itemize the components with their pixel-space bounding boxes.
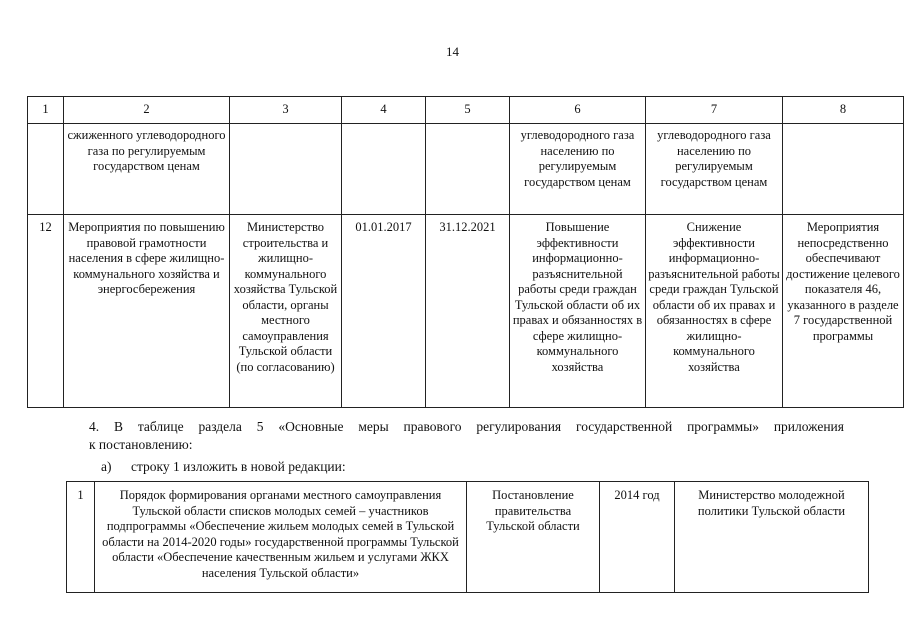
row-number-cell: 1	[67, 482, 95, 593]
table-cell: углеводородного газа населению по регулируемым государством ценам	[646, 124, 783, 215]
table-cell: углеводородного газа населению по регулируемым государством ценам	[510, 124, 646, 215]
paragraph-4-line-1: 4. В таблице раздела 5 «Основные меры правового регулирования государственной программы» приложения	[89, 419, 844, 434]
column-number-header: 2	[64, 97, 230, 124]
table-row	[28, 124, 904, 215]
column-number-header: 3	[230, 97, 342, 124]
table-cell	[342, 124, 426, 215]
table-row	[28, 215, 904, 408]
item-a	[101, 458, 801, 475]
column-number-header: 1	[28, 97, 64, 124]
table-cell	[426, 124, 510, 215]
responsible-executor-cell: Министерство молодежной политики Тульской области	[675, 482, 869, 593]
table-cell	[28, 124, 64, 215]
consequences-cell: Снижение эффективности информационно-разъяснительной работы среди граждан Тульской области об их правах и обязанностях в сфере жилищно-коммунального хозяйства	[646, 215, 783, 408]
adoption-year-cell: 2014 год	[600, 482, 675, 593]
table-row	[67, 482, 869, 593]
column-number-header: 5	[426, 97, 510, 124]
end-date-cell: 31.12.2021	[426, 215, 510, 408]
item-a-letter: а)	[101, 459, 112, 474]
column-number-header: 4	[342, 97, 426, 124]
table-cell: сжиженного углеводородного газа по регулируемым государством ценам	[64, 124, 230, 215]
item-a-text: строку 1 изложить в новой редакции:	[131, 459, 346, 474]
paragraph-4-line-2: к постановлению:	[89, 437, 193, 452]
measure-name-cell: Мероприятия по повышению правовой грамотности населения в сфере жилищно-коммунального хозяйства и энергосбережения	[64, 215, 230, 408]
table-cell	[230, 124, 342, 215]
legal-regulation-table	[66, 481, 869, 593]
table-header-row	[28, 97, 904, 124]
page-number: 14	[446, 44, 459, 59]
row-number-cell: 12	[28, 215, 64, 408]
column-number-header: 7	[646, 97, 783, 124]
document-type-cell: Постановление правительства Тульской области	[467, 482, 600, 593]
indicator-link-cell: Мероприятия непосредственно обеспечивают достижение целевого показателя 46, указанного в разделе 7 государственной программы	[783, 215, 904, 408]
table-cell	[783, 124, 904, 215]
executor-cell: Министерство строительства и жилищно-коммунального хозяйства Тульской области, органы местного самоуправления Тульской области (по согласованию)	[230, 215, 342, 408]
expected-result-cell: Повышение эффективности информационно-разъяснительной работы среди граждан Тульской области об их правах и обязанностях в сфере жилищно-коммунального хозяйства	[510, 215, 646, 408]
column-number-header: 6	[510, 97, 646, 124]
column-number-header: 8	[783, 97, 904, 124]
start-date-cell: 01.01.2017	[342, 215, 426, 408]
measures-table	[27, 96, 904, 408]
regulation-subject-cell: Порядок формирования органами местного самоуправления Тульской области списков молодых семей – участников подпрограммы «Обеспечение жильем молодых семей в Тульской области на 2014-2020 годы» государственной программы Тульской области «Обеспечение качественным жильем и услугами ЖКХ населения Тульской области»	[95, 482, 467, 593]
